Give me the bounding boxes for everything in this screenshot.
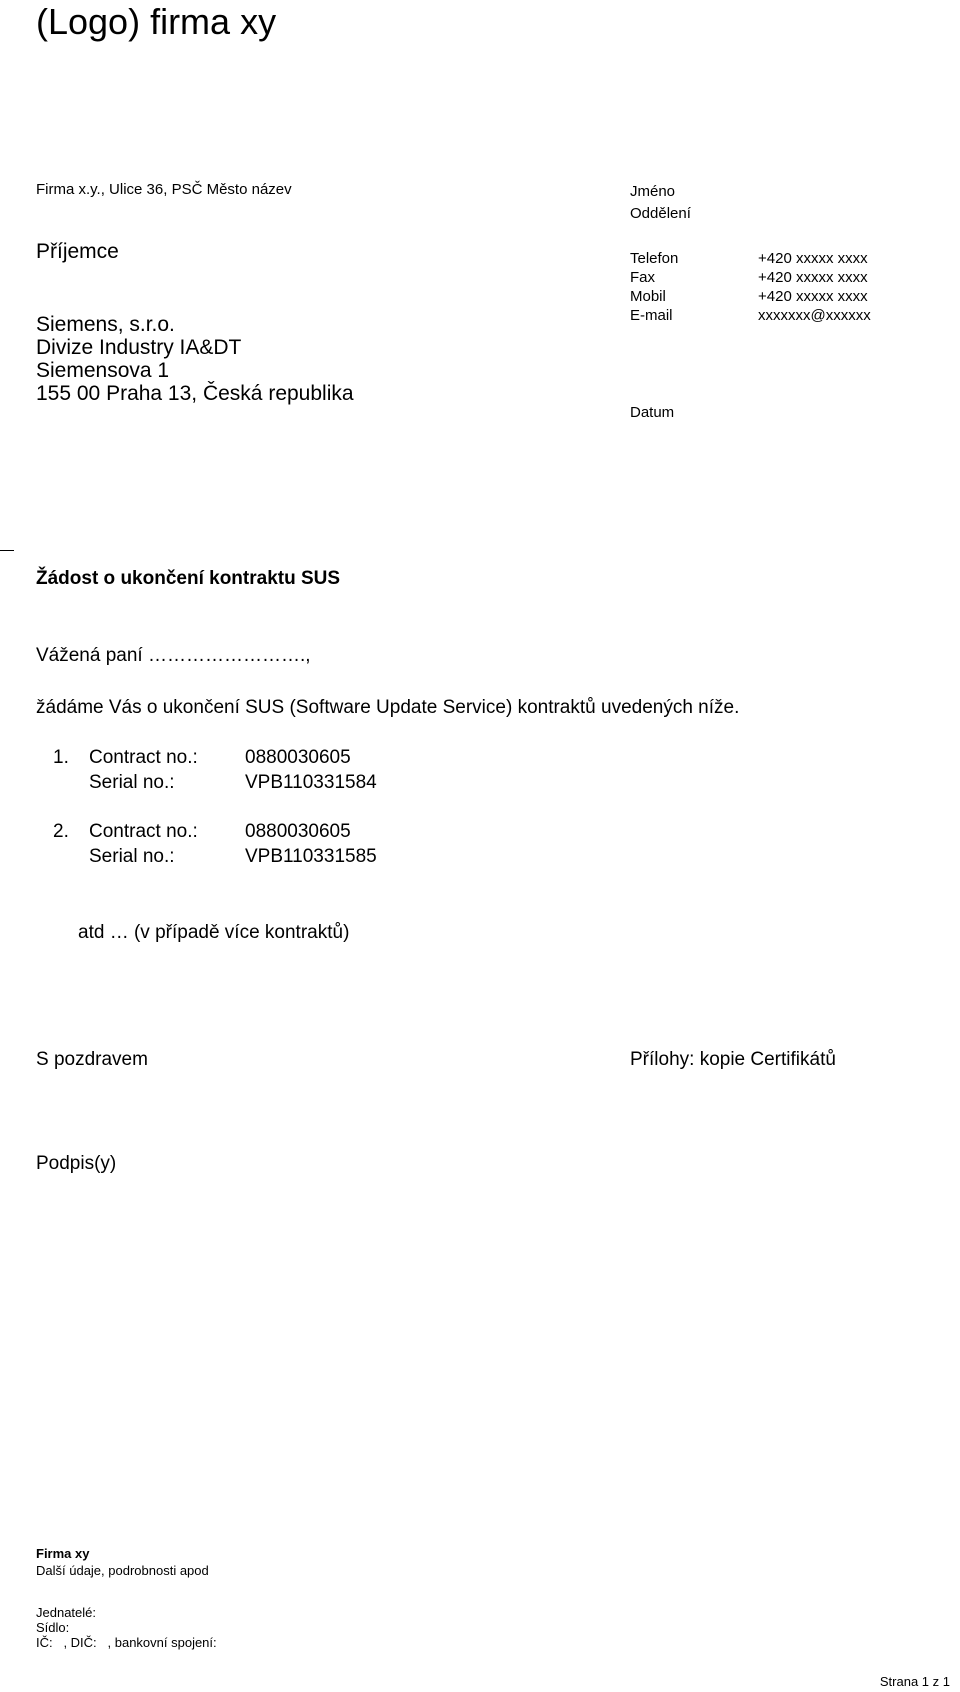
contact-department-label: Oddělení xyxy=(630,205,691,222)
contract-row xyxy=(89,819,377,844)
contact-row-label: E-mail xyxy=(630,307,673,324)
serial-label: Serial no.: xyxy=(89,772,175,793)
contact-row-label: Telefon xyxy=(630,250,679,267)
serial-row xyxy=(89,770,377,795)
recipient-line: Divize Industry IA&DT xyxy=(36,336,242,359)
contract-number: 1. xyxy=(53,747,69,768)
contract-value: 0880030605 xyxy=(245,821,351,842)
contact-row-label: Mobil xyxy=(630,288,666,305)
date-label: Datum xyxy=(630,404,675,421)
contact-row-phone xyxy=(630,249,871,268)
recipient-address xyxy=(36,313,354,405)
footer-legal-line: Sídlo: xyxy=(36,1620,70,1635)
contact-row-fax xyxy=(630,268,871,287)
contract-label: Contract no.: xyxy=(89,747,198,768)
company-logo-text: (Logo) firma xy xyxy=(36,1,277,42)
sender-address: Firma x.y., Ulice 36, PSČ Město název xyxy=(36,181,292,198)
footer-legal xyxy=(36,1605,217,1650)
footer-legal-line: Jednatelé: xyxy=(36,1605,96,1620)
serial-label: Serial no.: xyxy=(89,846,175,867)
contact-row-value: xxxxxxx@xxxxxx xyxy=(758,307,871,324)
contract-row xyxy=(89,745,377,770)
closing: S pozdravem xyxy=(36,1049,148,1070)
contact-row-value: +420 xxxxx xxxx xyxy=(758,250,868,267)
more-contracts-note: atd … (v případě více kontraktů) xyxy=(78,922,350,943)
footer-legal-line: IČ: , DIČ: , bankovní spojení: xyxy=(36,1635,217,1650)
contact-row-label: Fax xyxy=(630,269,656,286)
contact-row-mobile xyxy=(630,287,871,306)
recipient-line: Siemensova 1 xyxy=(36,359,170,382)
footer-company: Firma xy xyxy=(36,1546,90,1561)
fold-mark xyxy=(0,550,14,551)
serial-row xyxy=(89,844,377,869)
letter-body: žádáme Vás o ukončení SUS (Software Update Service) kontraktů uvedených níže. xyxy=(36,697,740,718)
contact-details xyxy=(630,249,871,325)
signature-label: Podpis(y) xyxy=(36,1153,117,1174)
salutation: Vážená paní ……………………., xyxy=(36,645,311,666)
recipient-label: Příjemce xyxy=(36,240,119,263)
recipient-line: 155 00 Praha 13, Česká republika xyxy=(36,382,354,405)
footer-details: Další údaje, podrobnosti apod xyxy=(36,1563,209,1578)
contract-value: 0880030605 xyxy=(245,747,351,768)
letter-subject: Žádost o ukončení kontraktu SUS xyxy=(36,568,341,589)
contract-number: 2. xyxy=(53,821,69,842)
contact-name-label: Jméno xyxy=(630,183,676,200)
contact-row-value: +420 xxxxx xxxx xyxy=(758,288,868,305)
page-number: Strana 1 z 1 xyxy=(879,1674,950,1689)
serial-value: VPB110331585 xyxy=(245,846,377,867)
contact-row-value: +420 xxxxx xxxx xyxy=(758,269,868,286)
serial-value: VPB110331584 xyxy=(245,772,377,793)
contact-row-email xyxy=(630,306,871,325)
attachments-note: Přílohy: kopie Certifikátů xyxy=(630,1049,836,1070)
recipient-line: Siemens, s.r.o. xyxy=(36,313,175,336)
contract-item xyxy=(53,745,377,795)
contract-label: Contract no.: xyxy=(89,821,198,842)
contract-item xyxy=(53,819,377,869)
